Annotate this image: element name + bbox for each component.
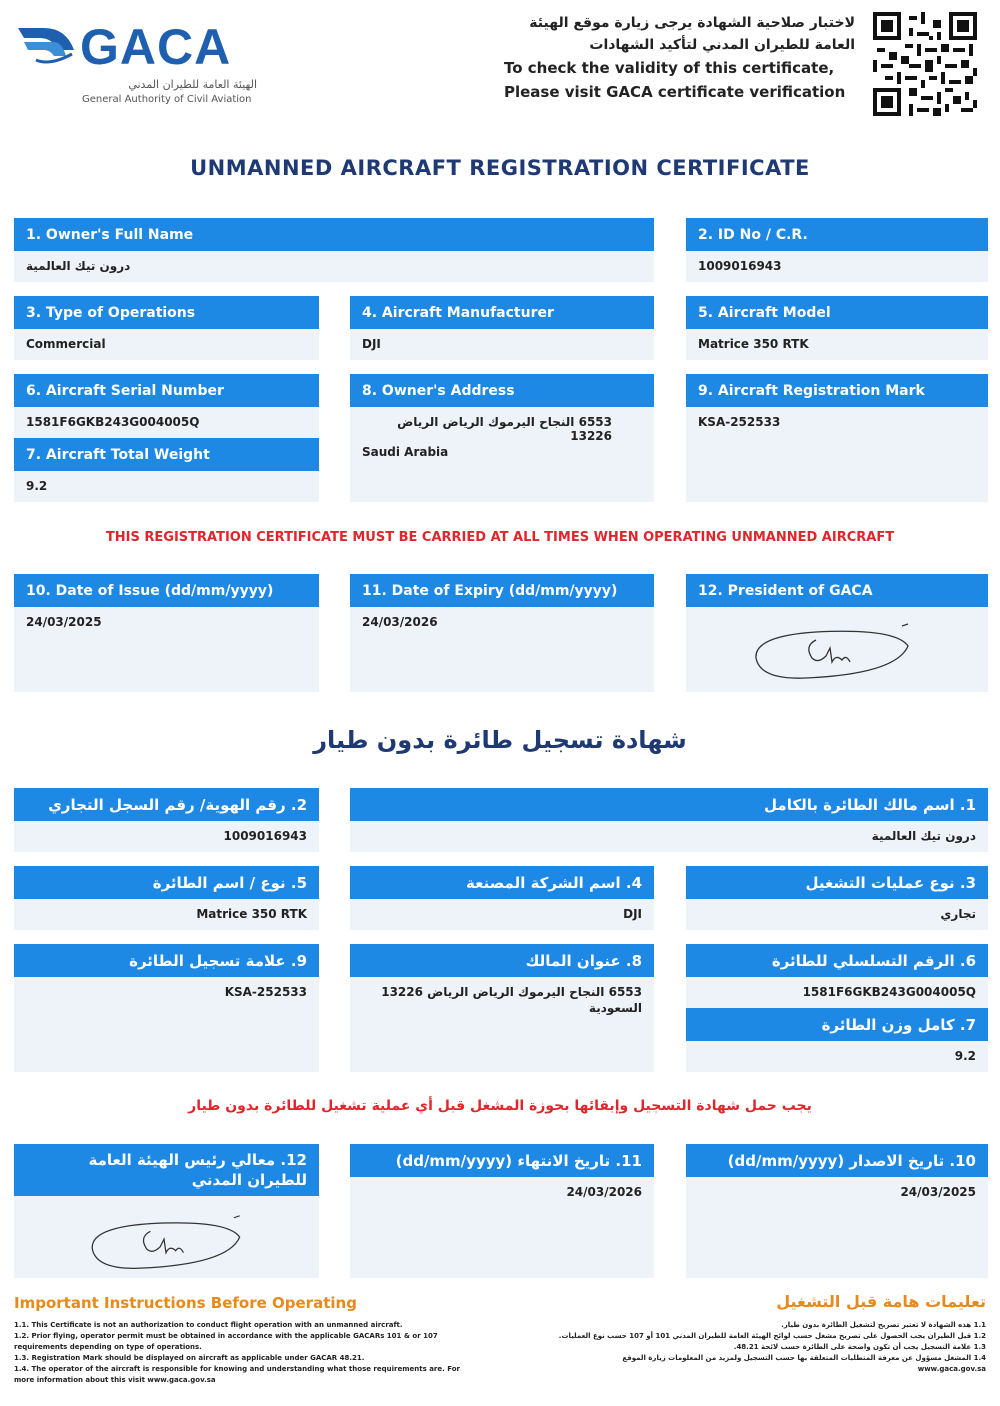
logo-wordmark: GACA [80, 19, 232, 75]
ar-field-address [350, 944, 654, 1072]
instruction-en-1: 1.1. This Certificate is not an authorization to conduct flight operation with an unmanned aircraft. [14, 1321, 403, 1329]
logo-english-name: General Authority of Civil Aviation [82, 94, 252, 105]
verify-en-line-2: Please visit GACA certificate verification [504, 83, 846, 101]
field-president [686, 574, 988, 692]
ar-field-president [14, 1144, 319, 1278]
field-issue-date [14, 574, 319, 692]
field-model [686, 296, 988, 360]
verification-text [480, 12, 855, 104]
instruction-ar-3: 1.3 علامة التسجيل يجب أن تكون واضحة على الطائرة حسب لائحة 48.21. [733, 1343, 986, 1351]
field-manufacturer-value: DJI [362, 337, 381, 351]
instruction-en-2: 1.2. Prior flying, operator permit must be obtained in accordance with the applicable GACARs 101 & or 107 [14, 1332, 438, 1340]
ar-field-registration-value: KSA-252533 [224, 985, 307, 999]
field-address-line-2: Saudi Arabia [362, 445, 449, 459]
field-id [686, 218, 988, 282]
field-owner-name-label: 1. Owner's Full Name [14, 218, 654, 251]
ar-field-manufacturer-label: 4. اسم الشركة المصنعة [350, 866, 654, 899]
field-president-label: 12. President of GACA [686, 574, 988, 607]
instructions-title-english: Important Instructions Before Operating [14, 1294, 357, 1312]
ar-field-owner-name-value: درون تيك العالمية [871, 829, 976, 843]
ar-field-manufacturer [350, 866, 654, 930]
logo-arabic-name: الهيئة العامة للطيران المدني [128, 78, 257, 91]
president-signature [746, 618, 916, 684]
field-operations-label: 3. Type of Operations [14, 296, 319, 329]
title-arabic: شهادة تسجيل طائرة بدون طيار [313, 726, 687, 754]
field-owner-name-value: درون تيك العالمية [26, 259, 131, 273]
instructions-title-arabic: تعليمات هامة قبل التشغيل [776, 1292, 986, 1311]
ar-field-issue-date-value: 24/03/2025 [900, 1185, 976, 1199]
verify-ar-line-2: العامة للطيران المدني لتأكيد الشهادات [589, 37, 855, 53]
ar-field-address-label: 8. عنوان المالك [350, 944, 654, 977]
qr-code[interactable] [873, 12, 977, 116]
field-expiry-date-label: 11. Date of Expiry (dd/mm/yyyy) [350, 574, 654, 607]
ar-field-model [14, 866, 319, 930]
ar-field-expiry-date [350, 1144, 654, 1278]
field-weight-value: 9.2 [26, 479, 48, 493]
gaca-logo [14, 18, 264, 108]
ar-field-address-line-2: السعودية [588, 1001, 642, 1015]
ar-field-serial [686, 944, 988, 1008]
field-operations [14, 296, 319, 360]
ar-president-signature [80, 1210, 250, 1274]
instruction-ar-2: 1.2 قبل الطيران يجب الحصول على تصريح مشغل حسب لوائح الهيئة العامة للطيران المدني 101 أو 107 حسب نوع العمليات. [558, 1332, 986, 1340]
ar-field-serial-label: 6. الرقم التسلسلي للطائرة [686, 944, 988, 977]
gaca-emblem-icon [14, 20, 80, 70]
field-address-label: 8. Owner's Address [350, 374, 654, 407]
field-manufacturer [350, 296, 654, 360]
field-registration [686, 374, 988, 502]
field-operations-value: Commercial [26, 337, 106, 351]
title-english: UNMANNED AIRCRAFT REGISTRATION CERTIFICATE [190, 156, 810, 180]
instruction-ar-5: www.gaca.gov.sa [917, 1365, 986, 1373]
ar-field-weight-label: 7. كامل وزن الطائرة [686, 1008, 988, 1041]
ar-field-address-line-1: 6553 النجاح اليرموك الرياض الرياض 13226 [381, 985, 642, 999]
instruction-en-3: requirements depending on type of operations. [14, 1343, 202, 1351]
ar-field-owner-name [350, 788, 988, 852]
field-expiry-date [350, 574, 654, 692]
field-serial [14, 374, 319, 438]
field-serial-value: 1581F6GKB243G004005Q [26, 415, 200, 429]
field-issue-date-label: 10. Date of Issue (dd/mm/yyyy) [14, 574, 319, 607]
ar-field-serial-value: 1581F6GKB243G004005Q [802, 985, 976, 999]
ar-field-manufacturer-value: DJI [623, 907, 642, 921]
instruction-ar-1: 1.1 هذه الشهادة لا تعتبر تصريح لتشغيل الطائرة بدون طيار. [781, 1321, 986, 1329]
ar-field-model-label: 5. نوع / اسم الطائرة [14, 866, 319, 899]
ar-field-weight [686, 1008, 988, 1072]
field-serial-label: 6. Aircraft Serial Number [14, 374, 319, 407]
ar-field-id [14, 788, 319, 852]
field-registration-label: 9. Aircraft Registration Mark [686, 374, 988, 407]
ar-field-id-label: 2. رقم الهوية/ رقم السجل التجاري [14, 788, 319, 821]
field-address-line-1: 6553 النجاح اليرموك الرياض الرياض 13226 [397, 415, 612, 443]
field-registration-value: KSA-252533 [698, 415, 781, 429]
ar-field-operations [686, 866, 988, 930]
ar-field-operations-label: 3. نوع عمليات التشغيل [686, 866, 988, 899]
ar-field-operations-value: تجاري [940, 907, 976, 921]
ar-field-owner-name-label: 1. اسم مالك الطائرة بالكامل [350, 788, 988, 821]
warning-arabic: يجب حمل شهادة التسجيل وإبقائها بحوزة المشغل قبل أي عملية تشغيل للطائرة بدون طيار [188, 1098, 812, 1114]
instruction-en-5: 1.4. The operator of the aircraft is responsible for knowing and understanding what those requirements are. For [14, 1365, 460, 1373]
verify-en-line-1: To check the validity of this certificate, [504, 59, 835, 77]
field-address [350, 374, 654, 502]
instructions-english [14, 1320, 494, 1386]
field-owner-name [14, 218, 654, 282]
verify-ar-line-1: لاختبار صلاحية الشهادة يرجى زيارة موقع الهيئة [529, 15, 855, 31]
field-model-value: Matrice 350 RTK [698, 337, 809, 351]
field-id-label: 2. ID No / C.R. [686, 218, 988, 251]
ar-field-expiry-date-value: 24/03/2026 [566, 1185, 642, 1199]
ar-field-registration-label: 9. علامة تسجيل الطائرة [14, 944, 319, 977]
field-manufacturer-label: 4. Aircraft Manufacturer [350, 296, 654, 329]
field-weight [14, 438, 319, 502]
instruction-en-4: 1.3. Registration Mark should be displayed on aircraft as applicable under GACAR 48.21. [14, 1354, 365, 1362]
ar-field-issue-date [686, 1144, 988, 1278]
warning-english: THIS REGISTRATION CERTIFICATE MUST BE CARRIED AT ALL TIMES WHEN OPERATING UNMANNED AIRCRAFT [105, 530, 895, 545]
ar-field-model-value: Matrice 350 RTK [196, 907, 307, 921]
field-id-value: 1009016943 [698, 259, 782, 273]
field-expiry-date-value: 24/03/2026 [362, 615, 438, 629]
ar-field-weight-value: 9.2 [954, 1049, 976, 1063]
instructions-arabic [510, 1320, 986, 1375]
ar-field-expiry-date-label: 11. تاريخ الانتهاء (dd/mm/yyyy) [350, 1144, 654, 1177]
ar-field-registration [14, 944, 319, 1072]
field-issue-date-value: 24/03/2025 [26, 615, 102, 629]
instruction-ar-4: 1.4 المشغل مسؤول عن معرفة المتطلبات المتعلقة بها حسب التسجيل ولمزيد من المعلومات زيارة الموقع [622, 1354, 986, 1362]
ar-field-president-label: 12. معالي رئيس الهيئة العامة للطيران المدني [14, 1144, 319, 1196]
field-weight-label: 7. Aircraft Total Weight [14, 438, 319, 471]
ar-field-id-value: 1009016943 [223, 829, 307, 843]
field-model-label: 5. Aircraft Model [686, 296, 988, 329]
instruction-en-6: more information about this visit www.gaca.gov.sa [14, 1376, 216, 1384]
ar-field-issue-date-label: 10. تاريخ الاصدار (dd/mm/yyyy) [686, 1144, 988, 1177]
